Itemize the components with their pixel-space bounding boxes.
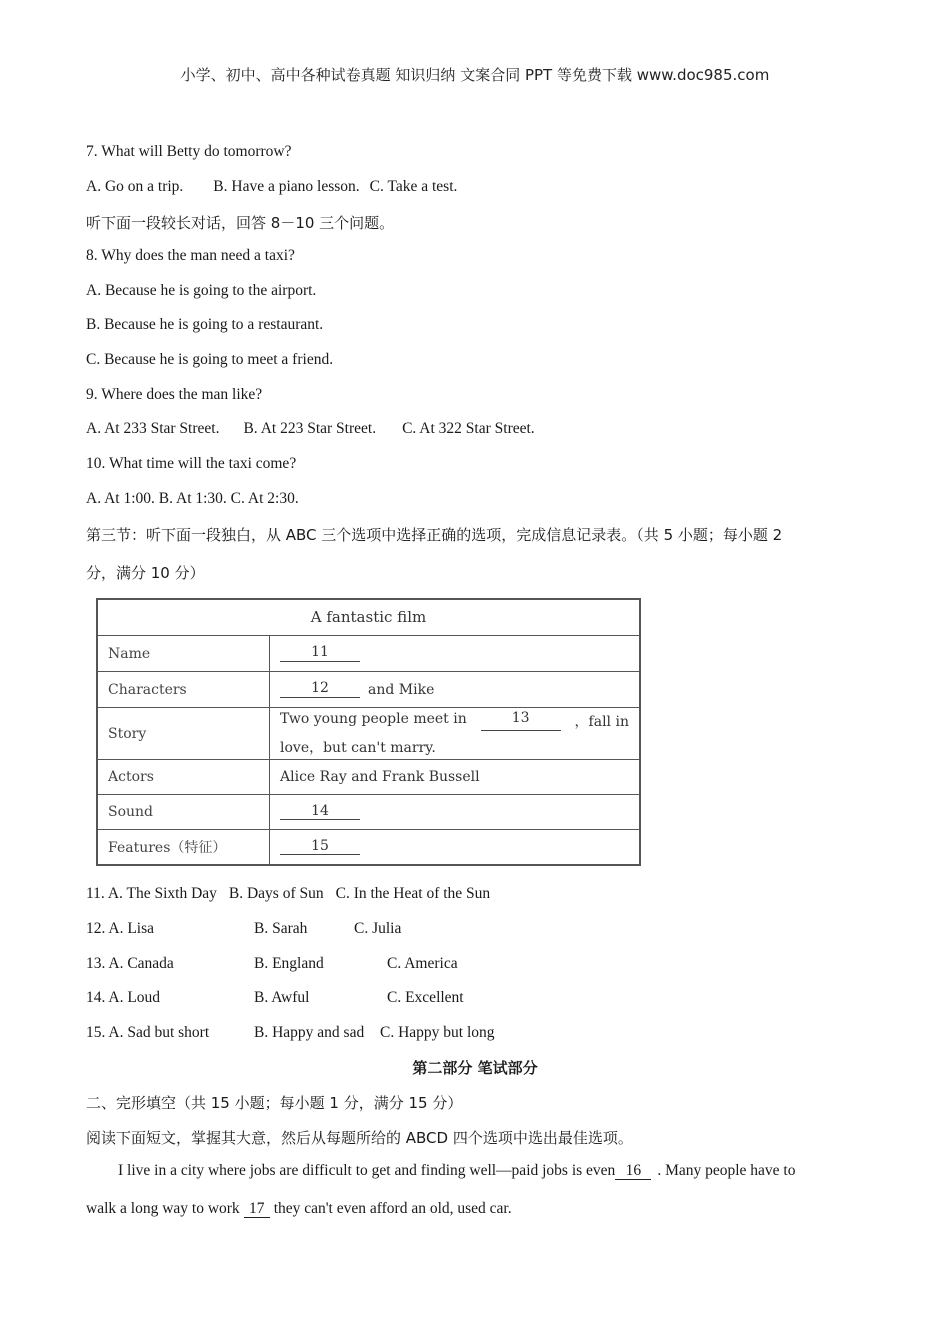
cloze-heading: 二、完形填空（共 15 小题；每小题 1 分，满分 15 分） (86, 1094, 463, 1112)
info-record-table (96, 598, 641, 866)
cloze-instruction: 阅读下面短文，掌握其大意，然后从每题所给的 ABCD 四个选项中选出最佳选项。 (86, 1129, 633, 1147)
passage-text: they can't even afford an old, used car. (273, 1200, 512, 1217)
option-c: C. Julia (354, 920, 402, 937)
option-a: 13. A. Canada (86, 955, 174, 972)
question-8-option-b: B. Because he is going to a restaurant. (86, 316, 324, 333)
option-c: C. Take a test. (369, 178, 458, 195)
option-b: B. Have a piano lesson. (213, 178, 360, 195)
passage-line-2 (86, 1200, 512, 1218)
option-b: B. Days of Sun (228, 885, 324, 902)
row-label: Characters (98, 672, 270, 707)
table-row-actors (98, 760, 639, 795)
passage-text: . Many people have to (657, 1162, 796, 1179)
section-3-instruction-line1: 第三节：听下面一段独白，从 ABC 三个选项中选择正确的选项，完成信息记录表。（共 5 小题；每小题 2 (86, 526, 783, 544)
answer-blank-14: 14 (280, 804, 360, 820)
cloze-blank-17: 17 (244, 1200, 270, 1218)
question-7: 7. What will Betty do tomorrow? (86, 143, 292, 160)
answer-blank-11: 11 (280, 645, 360, 661)
option-c: C. In the Heat of the Sun (335, 885, 491, 902)
table-row-name (98, 636, 639, 672)
option-a: 14. A. Loud (86, 989, 161, 1006)
actors-value: Alice Ray and Frank Bussell (280, 769, 480, 785)
row-label: Sound (98, 795, 270, 829)
option-c: C. Happy but long (380, 1024, 495, 1041)
passage-text: I live in a city where jobs are difficult to get and finding well—paid jobs is even (118, 1162, 616, 1179)
option-a: A. At 233 Star Street. (86, 420, 220, 437)
story-text-line2: love，but can't marry. (280, 739, 436, 756)
question-8-option-a: A. Because he is going to the airport. (86, 282, 317, 299)
option-c: C. America (387, 955, 458, 972)
option-b: B. England (254, 955, 324, 972)
row-label: Features（特征） (98, 830, 270, 864)
option-a: 12. A. Lisa (86, 920, 155, 937)
table-row-characters (98, 672, 639, 708)
table-row-story (98, 708, 639, 760)
answer-blank-13: 13 (481, 711, 561, 731)
instruction-8-10: 听下面一段较长对话，回答 8－10 三个问题。 (86, 214, 395, 232)
table-title: A fantastic film (98, 600, 639, 636)
section-3-instruction-line2: 分，满分 10 分） (86, 564, 205, 582)
option-b: B. Sarah (254, 920, 308, 937)
option-a: 15. A. Sad but short (86, 1024, 210, 1041)
passage-line-1 (118, 1162, 795, 1180)
question-7-options (86, 178, 457, 196)
option-a: A. Go on a trip. (86, 178, 184, 195)
option-c: C. Excellent (387, 989, 464, 1006)
page-header: 小学、初中、高中各种试卷真题 知识归纳 文案合同 PPT 等免费下载 www.doc985.com (180, 66, 770, 84)
option-b: B. At 223 Star Street. (243, 420, 377, 437)
option-b: B. Awful (254, 989, 310, 1006)
row-label: Name (98, 636, 270, 671)
question-9: 9. Where does the man like? (86, 386, 263, 403)
question-8: 8. Why does the man need a taxi? (86, 247, 295, 264)
question-8-option-c: C. Because he is going to meet a friend. (86, 351, 334, 368)
row-label: Actors (98, 760, 270, 794)
part-2-title: 第二部分 笔试部分 (412, 1059, 538, 1077)
question-10-options: A. At 1:00. B. At 1:30. C. At 2:30. (86, 490, 299, 507)
table-row-sound (98, 795, 639, 830)
answer-blank-15: 15 (280, 839, 360, 855)
story-text-post: ，fall in (574, 713, 629, 730)
option-a: 11. A. The Sixth Day (86, 885, 217, 902)
table-row-features (98, 830, 639, 864)
question-9-options (86, 420, 535, 438)
option-b: B. Happy and sad (254, 1024, 365, 1041)
question-11-options (86, 885, 490, 903)
passage-text: walk a long way to work (86, 1200, 240, 1217)
characters-rest: and Mike (368, 681, 435, 698)
answer-blank-12: 12 (280, 681, 360, 697)
option-c: C. At 322 Star Street. (402, 420, 535, 437)
story-text-pre: Two young people meet in (280, 710, 467, 727)
row-label: Story (98, 708, 270, 759)
question-10: 10. What time will the taxi come? (86, 455, 297, 472)
cloze-blank-16: 16 (615, 1162, 651, 1180)
